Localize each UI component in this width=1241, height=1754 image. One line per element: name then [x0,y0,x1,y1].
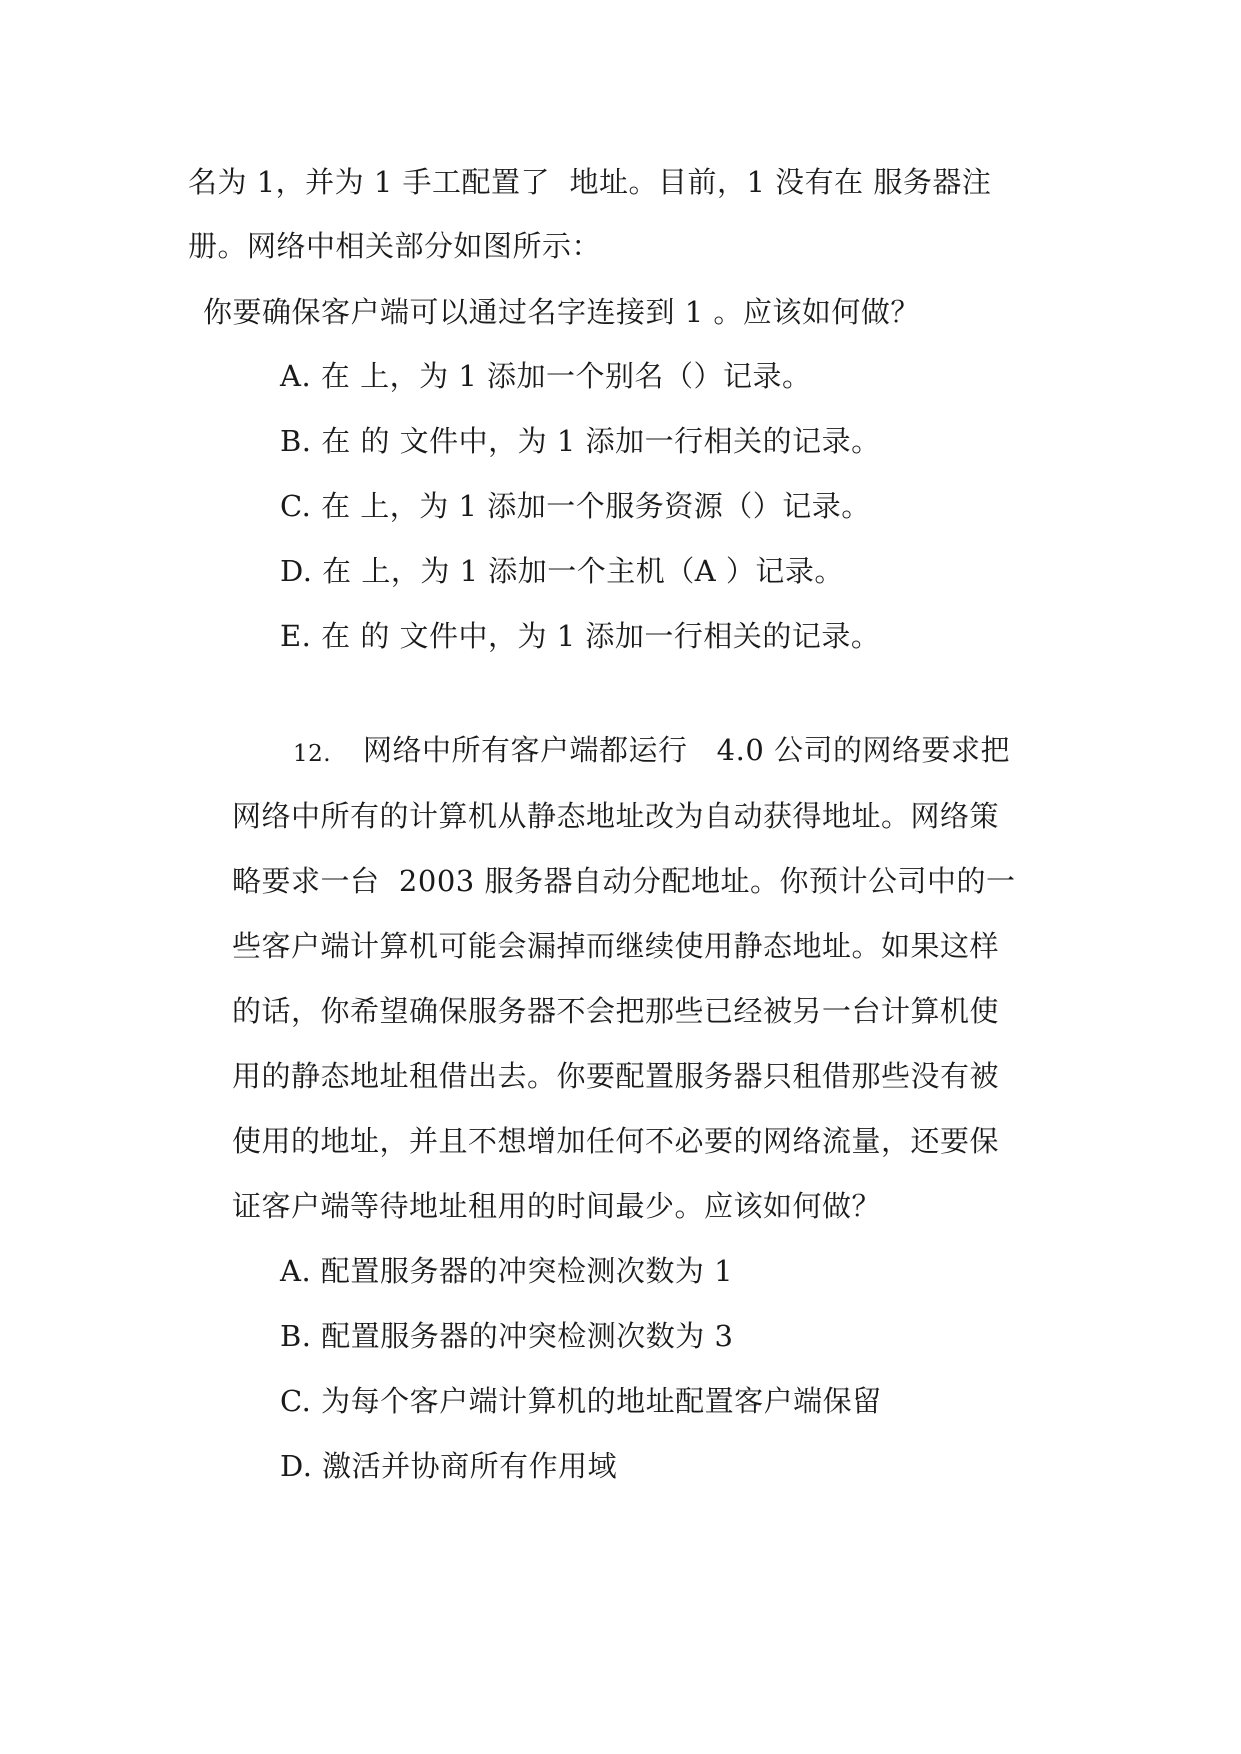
q12-option-c: C. 为每个客户端计算机的地址配置客户端保留 [280,1384,882,1418]
q12-stem-line-8: 证客户端等待地址租用的时间最少。应该如何做？ [232,1189,882,1223]
q11-option-b: B. 在 的 文件中，为 1 添加一行相关的记录。 [280,424,881,458]
q11-option-d: D. 在 上，为 1 添加一个主机（A ）记录。 [280,554,844,588]
q12-number: 12. [293,741,332,767]
q12-option-b: B. 配置服务器的冲突检测次数为 3 [280,1319,734,1353]
q12-stem-line-3: 略要求一台 2003 服务器自动分配地址。你预计公司中的一 [232,864,1016,898]
q11-stem-line-1: 名为 1，并为 1 手工配置了 地址。目前，1 没有在 服务器注 [188,165,992,199]
q12-stem-line-2: 网络中所有的计算机从静态地址改为自动获得地址。网络策 [232,799,1000,833]
q11-option-e: E. 在 的 文件中，为 1 添加一行相关的记录。 [280,619,881,653]
q12-stem-line-5: 的话，你希望确保服务器不会把那些已经被另一台计算机使 [232,994,1000,1028]
q11-question: 你要确保客户端可以通过名字连接到 1 。应该如何做？ [203,295,920,329]
q12-stem-line-7: 使用的地址，并且不想增加任何不必要的网络流量，还要保 [232,1124,1000,1158]
q11-option-a: A. 在 上，为 1 添加一个别名（）记录。 [280,359,812,393]
q12-option-d: D. 激活并协商所有作用域 [280,1449,618,1483]
q12-stem-line-1: 网络中所有客户端都运行 4.0 公司的网络要求把 [363,733,1010,767]
q11-stem-line-2: 册。网络中相关部分如图所示： [188,229,602,263]
q12-option-a: A. 配置服务器的冲突检测次数为 1 [280,1254,734,1288]
q12-stem-line-6: 用的静态地址租借出去。你要配置服务器只租借那些没有被 [232,1059,1000,1093]
q11-option-c: C. 在 上，为 1 添加一个服务资源（）记录。 [280,489,871,523]
q12-stem-line-4: 些客户端计算机可能会漏掉而继续使用静态地址。如果这样 [232,929,1000,963]
